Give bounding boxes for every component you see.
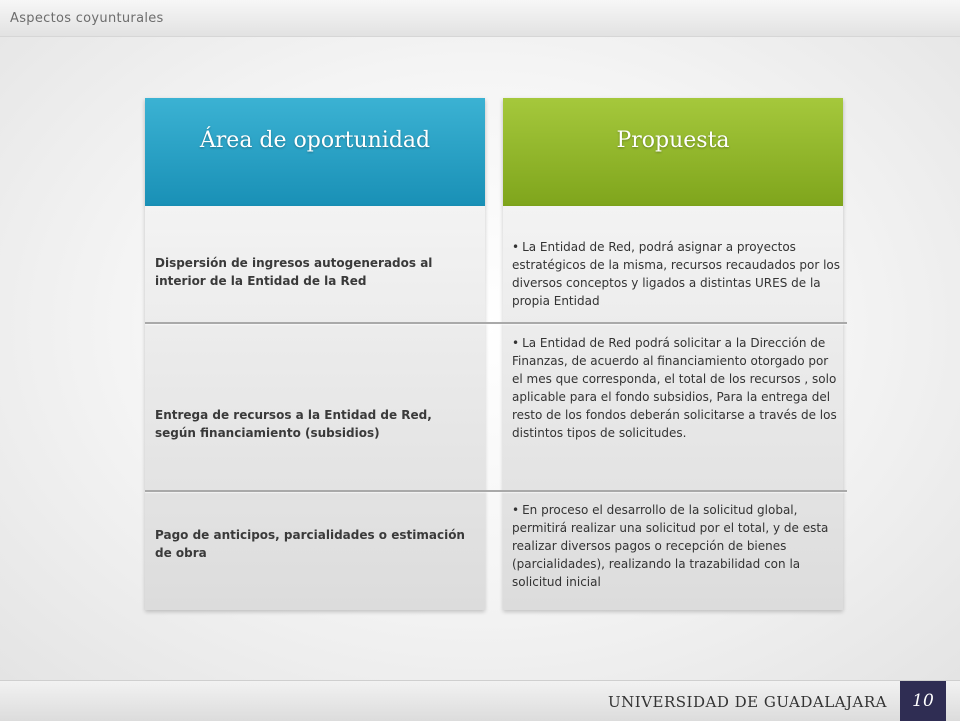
issue-text: Pago de anticipos, parcialidades o estimación de obra (155, 528, 465, 560)
university-logo-text: UNIVERSIDAD DE GUADALAJARA (608, 693, 887, 711)
bullet-icon: • (512, 240, 520, 254)
slide-section-title: Aspectos coyunturales (10, 11, 164, 26)
page-number-badge: 10 (900, 681, 946, 721)
issue-text: Entrega de recursos a la Entidad de Red, según financiamiento (subsidios) (155, 408, 432, 440)
proposal-item (512, 238, 842, 310)
proposal-text: La Entidad de Red podrá solicitar a la Dirección de Finanzas, de acuerdo al financiamiento otorgado por el mes que corresponda, el total de los recursos , solo aplicable para el fondo subsidios, Para la entrega del resto de los fondos deberán solicitarse a través de los distintos tipos de solicitudes. (512, 336, 837, 440)
proposal-text: La Entidad de Red, podrá asignar a proyectos estratégicos de la misma, recursos recaudados por los diversos conceptos y ligados a distintas URES de la propia Entidad (512, 240, 841, 308)
proposal-header (503, 98, 843, 206)
proposal-item (512, 501, 842, 591)
row-divider (145, 322, 847, 324)
bullet-icon: • (512, 336, 520, 350)
opportunity-header (145, 98, 485, 206)
proposal-item (512, 334, 842, 442)
proposal-heading: Propuesta (616, 128, 730, 153)
footer-bar (0, 680, 960, 721)
row-divider (145, 490, 847, 492)
top-bar (0, 0, 960, 37)
bullet-icon: • (512, 503, 520, 517)
opportunity-heading: Área de oportunidad (199, 128, 431, 153)
proposal-text: En proceso el desarrollo de la solicitud global, permitirá realizar una solicitud por el total, y de esta realizar diversos pagos o recepción de bienes (parcialidades), realizando la trazabilidad con la solicitud inicial (512, 503, 829, 589)
issue-text: Dispersión de ingresos autogenerados al interior de la Entidad de la Red (155, 256, 433, 288)
